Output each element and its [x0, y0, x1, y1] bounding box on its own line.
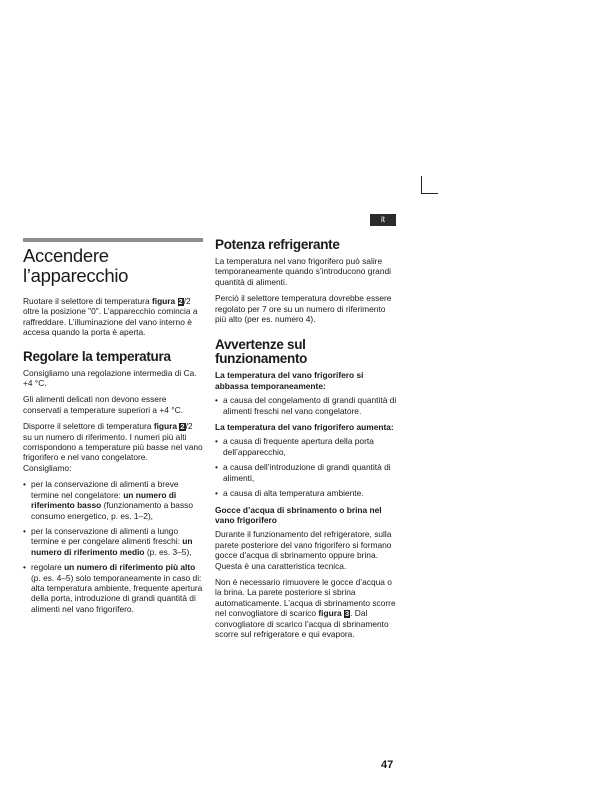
- left-column: [23, 238, 203, 620]
- section-heading-avvertenze: Avvertenze sul funzionamento: [215, 337, 308, 367]
- subheading-aumenta: La temperatura del vano frigorifero aumenta:: [215, 422, 394, 433]
- paragraph-potenza-2: Perciò il selettore temperatura dovrebbe essere regolato per 7 ore su un numero di riferimento più alto (per es. numero 4).: [215, 293, 392, 325]
- section-rule: [23, 238, 203, 242]
- subheading-abbassa: La temperatura del vano frigorifero si abbassa temporaneamente:: [215, 370, 364, 391]
- crop-mark-vertical: [421, 176, 422, 194]
- list-item: • per la conservazione di alimenti a breve termine nel congelatore: un numero di riferimento basso (funzionamento a basso consumo energetico, p. es. 1–2),: [23, 479, 203, 521]
- list-aumenta: [215, 436, 397, 498]
- subheading-sbrinamento: Gocce d’acqua di sbrinamento o brina nel vano frigorifero: [215, 504, 382, 525]
- list-item: • per la conservazione di alimenti a lungo termine e per congelare alimenti freschi: un numero di riferimento medio (p. es. 3–5),: [23, 526, 203, 557]
- recommendation-list: [23, 479, 203, 614]
- paragraph-alimenti-delicati: Gli alimenti delicati non devono essere conservati a temperature superiori a +4 °C.: [23, 394, 183, 415]
- list-abbassa: [215, 395, 397, 416]
- page-title: Accendere l’apparecchio: [23, 245, 129, 286]
- paragraph-selettore: Disporre il selettore di temperatura figura 2/2 su un numero di riferimento. I numeri più alti corrispondono a temperature più basse nel vano frigorifero e nel vano congelatore. Consigliamo:: [23, 421, 203, 473]
- list-item: • a causa di frequente apertura della porta dell’apparecchio,: [215, 436, 397, 457]
- paragraph-potenza-1: La temperatura nel vano frigorifero può salire temporaneamente quando s’introducono grandi quantità di alimenti.: [215, 256, 391, 287]
- figure-ref-badge: 2: [180, 422, 185, 432]
- list-item: • regolare un numero di riferimento più alto (p. es. 4–5) solo temporaneamente in caso di: alta temperatura ambiente, frequente apertura della porta, introduzione di grandi quantità di alimenti nel vano frigorifero.: [23, 562, 203, 614]
- section-heading-regolare: Regolare la temperatura: [23, 348, 171, 364]
- list-item: • a causa dell’introduzione di grandi quantità di alimenti,: [215, 462, 397, 483]
- page-number: 47: [381, 759, 394, 771]
- intro-paragraph: Ruotare il selettore di temperatura figura 2/2 oltre la posizione "0". L’apparecchio comincia a raffreddare. L’illuminazione del vano interno è accesa quando la porta è aperta.: [23, 296, 198, 338]
- figure-ref-badge: 2: [178, 297, 183, 306]
- list-item: • a causa del congelamento di grandi quantità di alimenti freschi nel vano congelatore.: [215, 395, 397, 416]
- paragraph-sbrinamento-1: Durante il funzionamento del refrigeratore, sulla parete posteriore del vano frigorifero si formano gocce d’acqua di sbrinamento oppure brina. Questa è una caratteristica tecnica.: [215, 529, 392, 571]
- language-tab: it: [370, 214, 396, 226]
- list-item: • a causa di alta temperatura ambiente.: [215, 488, 397, 498]
- paragraph-sbrinamento-2: Non è necessario rimuovere le gocce d’acqua o la brina. La parete posteriore si sbrina automaticamente. L’acqua di sbrinamento scorre nel convogliatore di scarico figura 3. Dal convogliatore di scarico l’acqua di sbrinamento scorre sul refrigeratore e qui evapora.: [215, 576, 396, 639]
- right-column: [215, 238, 397, 645]
- section-heading-potenza: Potenza refrigerante: [215, 237, 340, 252]
- crop-mark-horizontal: [421, 193, 438, 194]
- figure-ref-badge: 3: [344, 609, 350, 619]
- paragraph-regolazione: Consigliamo una regolazione intermedia di Ca. +4 °C.: [23, 367, 197, 389]
